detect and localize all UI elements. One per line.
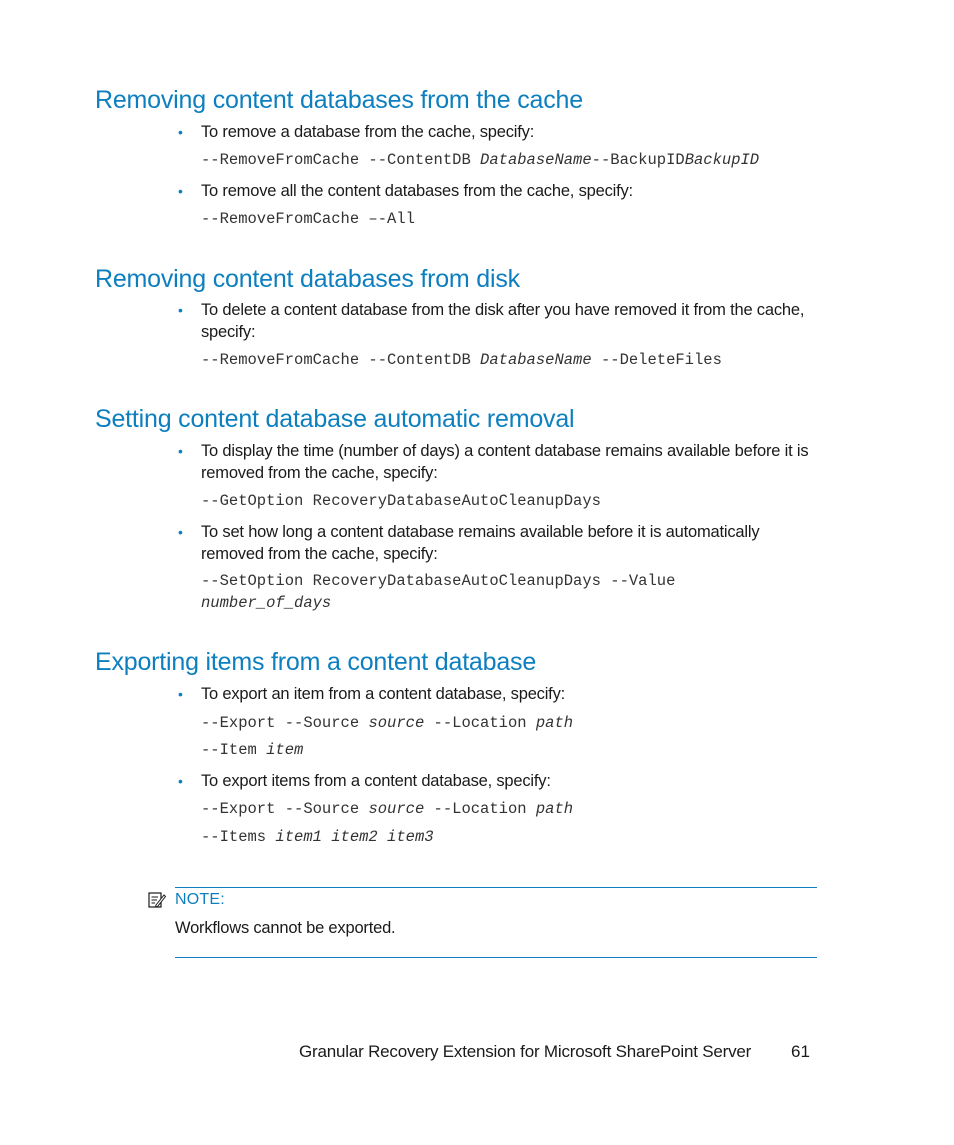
section-heading-auto-removal: Setting content database automatic removal xyxy=(95,405,575,433)
section-heading-export-items: Exporting items from a content database xyxy=(95,648,537,676)
note-bottom-rule xyxy=(175,957,817,958)
note-text: Workflows cannot be exported. xyxy=(175,919,396,937)
bullet-text: To remove a database from the cache, specify: xyxy=(201,123,535,141)
section-heading-remove-cache: Removing content databases from the cache xyxy=(95,86,583,114)
bullet-marker: • xyxy=(178,183,183,199)
bullet-text: To export items from a content database, specify: xyxy=(201,772,551,790)
code-line: --Item item xyxy=(201,741,304,759)
code-line: --GetOption RecoveryDatabaseAutoCleanupDays xyxy=(201,492,601,510)
note-pencil-icon xyxy=(148,891,166,909)
code-line: --RemoveFromCache --ContentDB DatabaseName --DeleteFiles xyxy=(201,351,722,369)
bullet-text: To remove all the content databases from the cache, specify: xyxy=(201,182,633,200)
code-line: --Export --Source source --Location path xyxy=(201,714,574,732)
bullet-text: To delete a content database from the disk after you have removed it from the cache, specify: xyxy=(201,301,805,341)
code-line: --Export --Source source --Location path xyxy=(201,800,574,818)
bullet-text: To display the time (number of days) a content database remains available before it is removed from the cache, specify: xyxy=(201,442,809,482)
bullet-text: To set how long a content database remains available before it is automatically removed from the cache, specify: xyxy=(201,523,760,563)
code-line: --Items item1 item2 item3 xyxy=(201,828,434,846)
code-line: --RemoveFromCache –-All xyxy=(201,210,415,228)
bullet-marker: • xyxy=(178,443,183,459)
footer-document-title: Granular Recovery Extension for Microsoft SharePoint Server xyxy=(299,1042,752,1061)
bullet-marker: • xyxy=(178,302,183,318)
bullet-marker: • xyxy=(178,124,183,140)
note-top-rule xyxy=(175,887,817,888)
code-line: --SetOption RecoveryDatabaseAutoCleanupDays --Value xyxy=(201,572,676,590)
note-label: NOTE: xyxy=(175,891,225,908)
bullet-text: To export an item from a content database, specify: xyxy=(201,685,565,703)
code-line: --RemoveFromCache --ContentDB DatabaseName--BackupIDBackupID xyxy=(201,151,760,169)
code-line: number_of_days xyxy=(201,594,332,612)
bullet-marker: • xyxy=(178,524,183,540)
bullet-marker: • xyxy=(178,686,183,702)
section-heading-remove-disk: Removing content databases from disk xyxy=(95,265,520,293)
bullet-marker: • xyxy=(178,773,183,789)
footer-page-number: 61 xyxy=(791,1042,810,1061)
